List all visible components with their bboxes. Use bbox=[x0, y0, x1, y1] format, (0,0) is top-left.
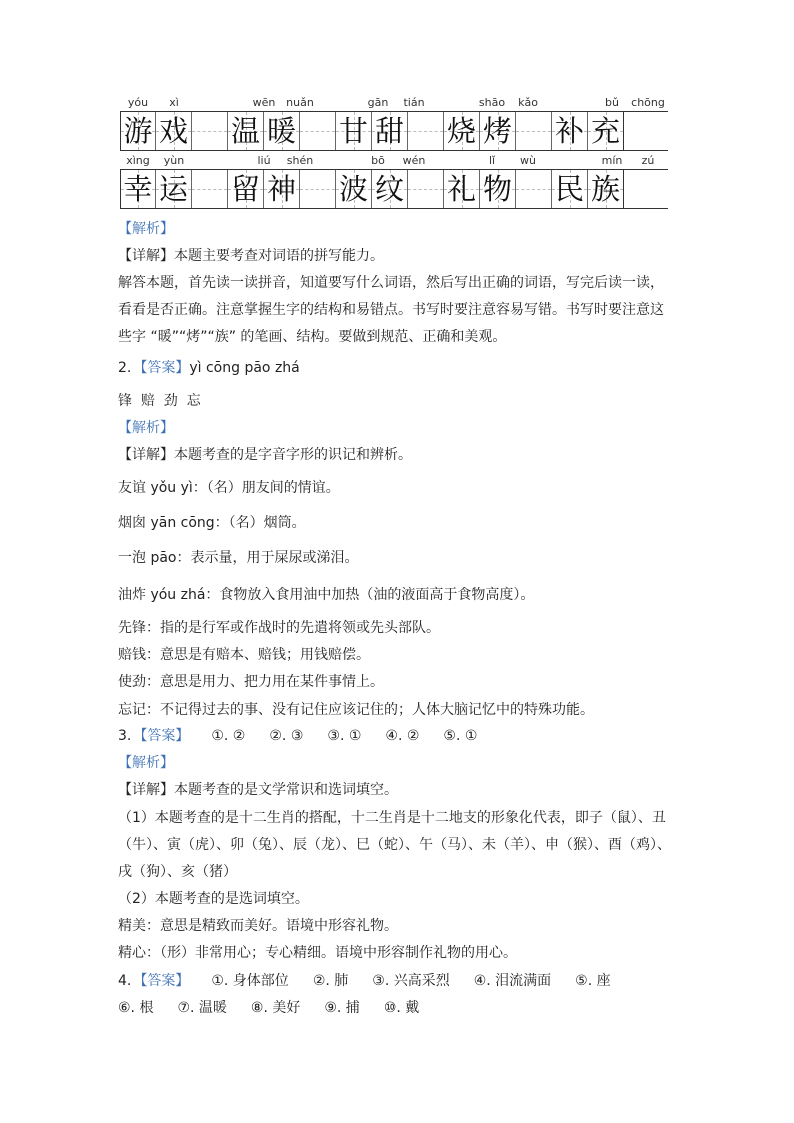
answer-option: ④. 泪流满面 bbox=[473, 973, 552, 989]
hanzi: 戏 bbox=[158, 114, 188, 148]
paragraph-line: 精心：（形）非常用心；专心精细。语境中形容制作礼物的用心。 bbox=[118, 945, 517, 961]
detail-label: 【详解】 bbox=[118, 248, 174, 264]
answer-option: ①. 身体部位 bbox=[211, 973, 289, 989]
paragraph-line: 看看是否正确。注意掌握生字的结构和易错点。书写时要注意容易写错。书写时要注意这 bbox=[118, 302, 664, 318]
explain-item: 友谊 yǒu yì：（名）朋友间的情谊。 bbox=[118, 480, 340, 496]
pinyin: gān bbox=[367, 96, 389, 109]
question-number: 3. bbox=[118, 728, 132, 744]
pinyin: tián bbox=[403, 96, 425, 109]
answer-text: yì cōng pāo zhá bbox=[189, 360, 300, 376]
char-cells bbox=[120, 169, 668, 209]
paragraph-line: （2）本题考查的是选词填空。 bbox=[118, 891, 309, 907]
pinyin: lǐ bbox=[488, 154, 496, 167]
pinyin: yóu bbox=[127, 96, 149, 109]
answer-options bbox=[211, 728, 477, 744]
hanzi: 运 bbox=[158, 172, 188, 206]
detail-text: 本题主要考查对词语的拼写能力。 bbox=[174, 248, 384, 264]
hanzi: 波 bbox=[338, 172, 368, 206]
hanzi: 游 bbox=[123, 114, 153, 148]
explain-item: 忘记：不记得过去的事、没有记住应该记住的；人体大脑记忆中的特殊功能。 bbox=[118, 702, 594, 718]
analysis-label: 【解析】 bbox=[118, 420, 174, 436]
paragraph-line: 解答本题，首先读一读拼音，知道要写什么词语，然后写出正确的词语，写完后读一读， bbox=[118, 275, 664, 291]
pinyin-grid-row-1 bbox=[120, 95, 668, 151]
answer-option: ⑦. 温暖 bbox=[177, 1000, 227, 1016]
detail-label: 【详解】 bbox=[118, 447, 174, 463]
pinyin: bō bbox=[371, 154, 385, 167]
hanzi: 甘 bbox=[338, 114, 368, 148]
answer-chars: 锋 赔 劲 忘 bbox=[118, 393, 201, 409]
answer-label: 【答案】 bbox=[133, 728, 190, 744]
hanzi: 暖 bbox=[266, 114, 296, 148]
analysis-label: 【解析】 bbox=[118, 755, 174, 771]
pinyin: bǔ bbox=[605, 96, 619, 109]
detail-line bbox=[118, 445, 412, 465]
paragraph-line: 戌（狗）、亥（猪） bbox=[118, 864, 237, 880]
hanzi: 充 bbox=[590, 114, 620, 148]
explain-item: 先锋：指的是行军或作战时的先遣将领或先头部队。 bbox=[118, 620, 440, 636]
q4-answer-line bbox=[118, 971, 611, 991]
hanzi: 温 bbox=[230, 114, 260, 148]
paragraph-line: 些字 “暖”“烤”“族” 的笔画、结构。要做到规范、正确和美观。 bbox=[118, 329, 507, 345]
answer-option: ⑧. 美好 bbox=[250, 1000, 301, 1016]
hanzi: 民 bbox=[554, 172, 584, 206]
hanzi: 甜 bbox=[374, 114, 404, 148]
pinyin: mín bbox=[601, 154, 623, 167]
answer-label: 【答案】 bbox=[133, 360, 190, 376]
pinyin: kǎo bbox=[518, 96, 538, 109]
q4-answer-line-2 bbox=[118, 998, 419, 1018]
question-number: 4. bbox=[118, 973, 132, 989]
explain-item: 赔钱：意思是有赔本、赔钱；用钱赔偿。 bbox=[118, 647, 370, 663]
answer-option: ⑤. ① bbox=[443, 728, 478, 744]
pinyin-line bbox=[120, 95, 668, 111]
pinyin-line bbox=[120, 153, 668, 169]
answer-option: ②. 肺 bbox=[312, 973, 349, 989]
answer-option: ②. ③ bbox=[269, 728, 304, 744]
pinyin: wēn bbox=[252, 96, 276, 109]
paragraph-line: 精美：意思是精致而美好。语境中形容礼物。 bbox=[118, 918, 398, 934]
explain-item: 烟囱 yān cōng：（名）烟筒。 bbox=[118, 515, 306, 531]
hanzi: 族 bbox=[590, 172, 620, 206]
answer-options bbox=[211, 973, 610, 989]
pinyin: wén bbox=[402, 154, 426, 167]
explain-item: 油炸 yóu zhá：食物放入食用油中加热（油的液面高于食物高度）。 bbox=[118, 587, 535, 603]
answer-option: ⑥. 根 bbox=[118, 1000, 154, 1016]
pinyin: nuǎn bbox=[286, 96, 314, 109]
detail-line bbox=[118, 780, 398, 800]
detail-label: 【详解】 bbox=[118, 782, 174, 798]
answer-option: ④. ② bbox=[385, 728, 420, 744]
hanzi: 烧 bbox=[446, 114, 476, 148]
pinyin: liú bbox=[257, 154, 271, 167]
pinyin: zú bbox=[641, 154, 655, 167]
hanzi: 烤 bbox=[482, 114, 512, 148]
detail-line bbox=[118, 246, 384, 266]
pinyin-grid-row-2 bbox=[120, 153, 668, 209]
hanzi: 礼 bbox=[446, 172, 476, 206]
answer-option: ③. ① bbox=[327, 728, 362, 744]
paragraph-line: （1）本题考查的是十二生肖的搭配，十二生肖是十二地支的形象化代表，即子（鼠）、丑 bbox=[118, 810, 666, 826]
detail-text: 本题考查的是文学常识和选词填空。 bbox=[174, 782, 398, 798]
hanzi: 物 bbox=[482, 172, 512, 206]
hanzi: 神 bbox=[266, 172, 296, 206]
pinyin: xì bbox=[169, 96, 179, 109]
pinyin: wù bbox=[520, 154, 536, 167]
answer-option: ⑨. 捕 bbox=[324, 1000, 360, 1016]
answer-label: 【答案】 bbox=[133, 973, 190, 989]
answer-option: ①. ② bbox=[211, 728, 246, 744]
question-number: 2. bbox=[118, 360, 132, 376]
hanzi: 补 bbox=[554, 114, 584, 148]
q2-answer-line bbox=[118, 358, 300, 378]
paragraph-line: （牛）、寅（虎）、卯（兔）、辰（龙）、巳（蛇）、午（马）、未（羊）、申（猴）、酉（鸡）、 bbox=[118, 837, 671, 853]
answer-option: ③. 兴高采烈 bbox=[372, 973, 450, 989]
analysis-label: 【解析】 bbox=[118, 221, 174, 237]
pinyin: shén bbox=[286, 154, 314, 167]
detail-text: 本题考查的是字音字形的识记和辨析。 bbox=[174, 447, 412, 463]
pinyin: yùn bbox=[163, 154, 185, 167]
explain-item: 一泡 pāo：表示量，用于屎尿或涕泪。 bbox=[118, 550, 359, 566]
pinyin: shāo bbox=[478, 96, 506, 109]
answer-option: ⑩. 戴 bbox=[383, 1000, 420, 1016]
hanzi: 纹 bbox=[374, 172, 404, 206]
pinyin: xìng bbox=[126, 154, 150, 167]
char-cells bbox=[120, 111, 668, 151]
pinyin: chōng bbox=[631, 96, 665, 109]
q3-answer-line bbox=[118, 726, 477, 746]
answer-option: ⑤. 座 bbox=[575, 973, 611, 989]
hanzi: 留 bbox=[230, 172, 260, 206]
hanzi: 幸 bbox=[123, 172, 153, 206]
explain-item: 使劲：意思是用力、把力用在某件事情上。 bbox=[118, 674, 384, 690]
